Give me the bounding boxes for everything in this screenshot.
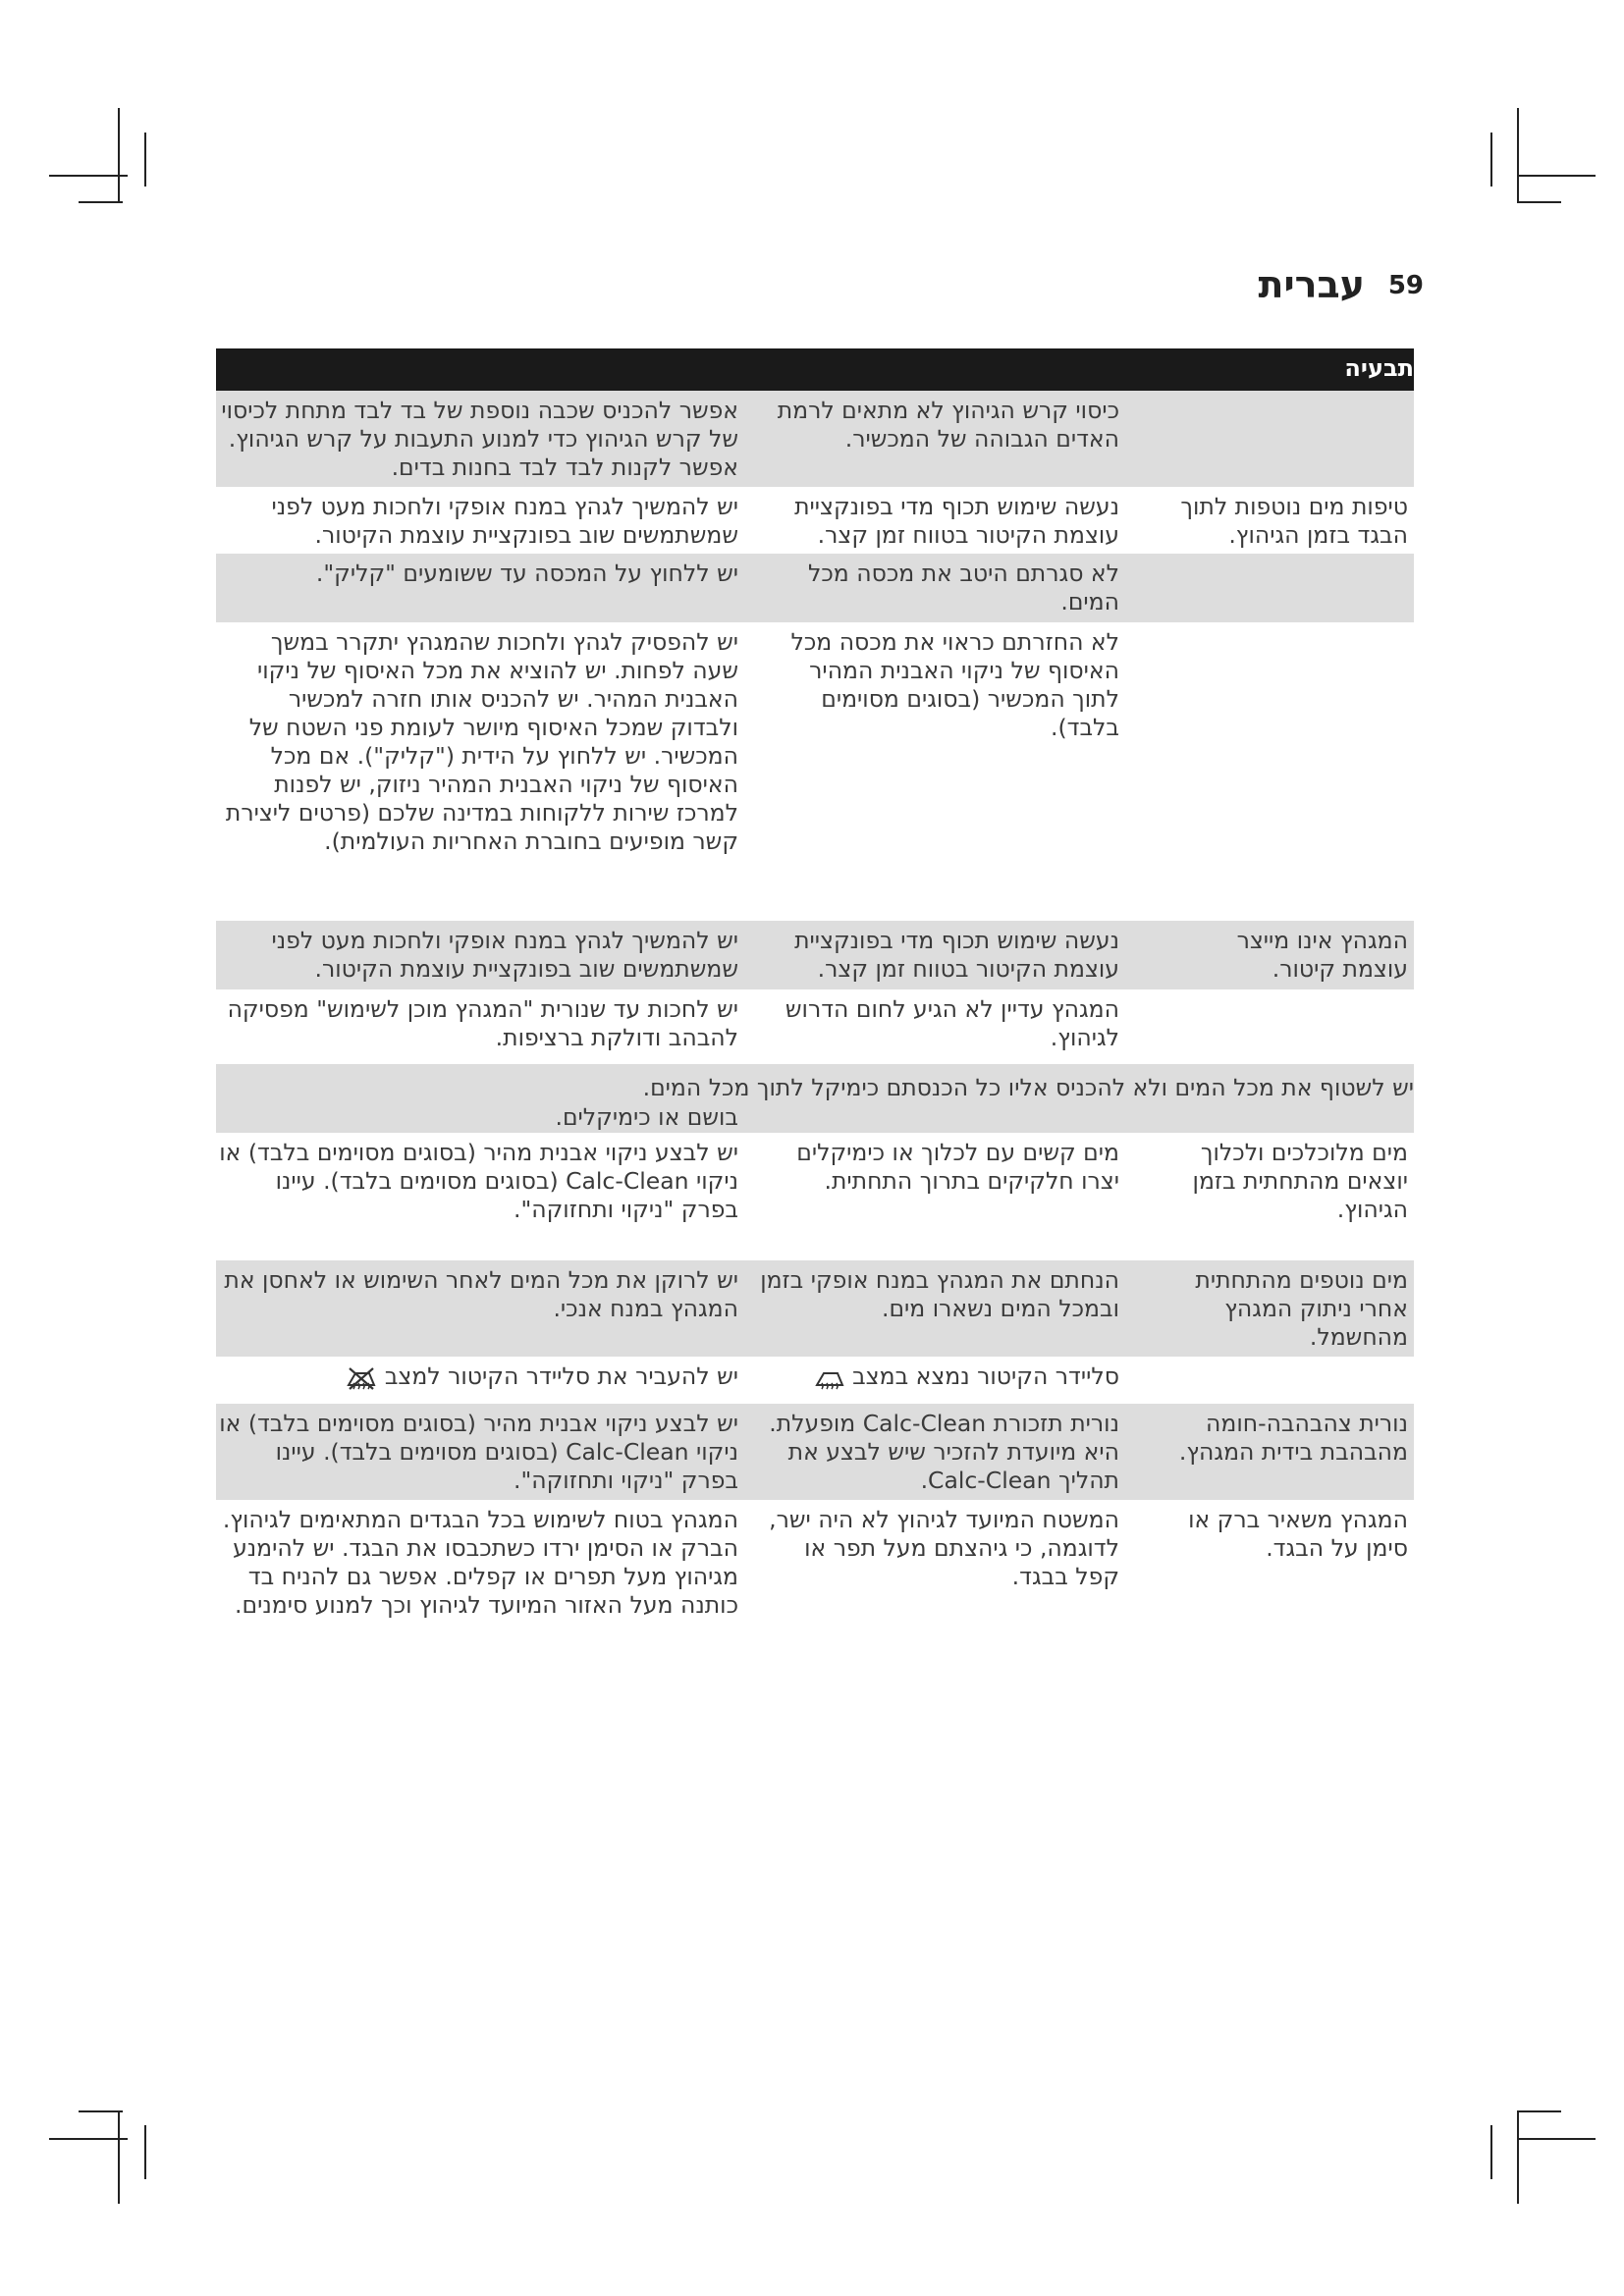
- table-row: [216, 1357, 1414, 1404]
- crop-mark: [1517, 2138, 1596, 2140]
- solution-cell: יש לחכות עד שנורית "המגהץ מוכן לשימוש" מפסיקה להבהב ודולקת ברציפות.: [227, 995, 738, 1051]
- solution-cell: יש להפסיק לגהץ ולחכות שהמגהץ יתקרר במשך שעה לפחות. יש להוציא את מכל האיסוף של ניקוי האבנית המהיר. יש להכניס אותו חזרה למכשיר ולבדוק שמכל האיסוף מיושר לעומת פני השטח של המכשיר. יש ללחוץ על הידית ("קליק"). אם מכל האיסוף של ניקוי האבנית המהיר ניזוק, יש לפנות למרכז שירות ללקוחות במדינה שלכם (פרטים ליצירת קשר מופיעים בחוברת האחריות העולמית).: [225, 628, 738, 855]
- page-number: 59: [1387, 271, 1424, 300]
- table-row: [216, 1500, 1414, 1657]
- crop-mark: [144, 2125, 146, 2179]
- crop-mark: [1490, 2125, 1492, 2179]
- page-header: [1178, 263, 1424, 312]
- crop-mark: [118, 108, 120, 201]
- cause-cell: המשטח המיועד לגיהוץ לא היה ישר, לדוגמה, כי גיהצתם מעל תפר או קפל בבגד.: [769, 1506, 1119, 1590]
- table-row: [216, 487, 1414, 554]
- spanning-note: יש לשטוף את מכל המים ולא להכניס אליו כל הכנסתם כימיקל לתוך מכל המים.: [642, 1074, 1414, 1101]
- solution-cell: אפשר להכניס שכבה נוספת של בד לבד מתחת לכיסוי של קרש הגיהוץ כדי למנוע התעבות על קרש הגיהוץ. אפשר לקנות לבד לבד בחנות בדים.: [221, 397, 738, 481]
- table-row: [216, 391, 1414, 487]
- problem-cell: המגהץ משאיר ברק או סימן על הבגד.: [1188, 1506, 1408, 1562]
- crop-mark: [1517, 201, 1561, 203]
- problem-cell: נורית צהבהבה-חומה מהבהבת בידית המגהץ.: [1178, 1410, 1408, 1466]
- table-header-bar: [216, 348, 1414, 391]
- solution-text: יש להעביר את סליידר הקיטור למצב: [384, 1362, 738, 1390]
- table-row: [216, 1260, 1414, 1357]
- cause-cell: מים קשים עם לכלוך או כימיקלים יצרו חלקיקים בתרוך התחתית.: [796, 1139, 1119, 1195]
- table-row: [216, 1064, 1414, 1133]
- cause-cell: לא החזרתם כראוי את מכסה מכל האיסוף של ניקוי האבנית המהיר לתוך המכשיר (בסוגים מסוימים בלבד).: [790, 628, 1119, 741]
- cause-cell: נורית תזכורת Calc-Clean מופעלת. היא מיועדת להזכיר שיש לבצע את תהליך Calc-Clean.: [769, 1410, 1119, 1494]
- solution-cell: [218, 1362, 738, 1391]
- cause-cell: נעשה שימוש תכוף מדי בפונקציית עוצמת הקיטור בטווח זמן קצר.: [794, 493, 1119, 549]
- solution-cell: יש לבצע ניקוי אבנית מהיר (בסוגים מסוימים בלבד) או ניקוי Calc-Clean (בסוגים מסוימים בלבד). עיינו בפרק "ניקוי ותחזוקה".: [219, 1410, 738, 1494]
- cause-cell: כיסוי קרש הגיהוץ לא מתאים לרמת האדים הגבוהה של המכשיר.: [777, 397, 1119, 453]
- table-row: [216, 989, 1414, 1064]
- problem-cell: טיפות מים נוטפות לתוך הבגד בזמן הגיהוץ.: [1180, 493, 1408, 549]
- crop-mark: [49, 2138, 128, 2140]
- crop-mark: [1517, 175, 1596, 177]
- cause-cell: המגהץ עדיין לא הגיע לחום הדרוש לגיהוץ.: [785, 995, 1119, 1051]
- crop-mark: [1517, 108, 1519, 201]
- table-row: [216, 1404, 1414, 1500]
- solution-cell: יש להמשיך לגהץ במנח אופקי ולחכות מעט לפני שמשתמשים שוב בפונקציית עוצמת הקיטור.: [271, 927, 738, 983]
- solution-cell: יש לבצע ניקוי אבנית מהיר (בסוגים מסוימים בלבד) או ניקוי Calc-Clean (בסוגים מסוימים בלבד). עיינו בפרק "ניקוי ותחזוקה".: [219, 1139, 738, 1223]
- crop-mark: [79, 2110, 123, 2112]
- table-row: [216, 622, 1414, 921]
- page-language-title: עברית: [1258, 263, 1365, 306]
- crop-mark: [118, 2110, 120, 2204]
- crop-mark: [79, 201, 123, 203]
- solution-cell: יש להמשיך לגהץ במנח אופקי ולחכות מעט לפני שמשתמשים שוב בפונקציית עוצמת הקיטור.: [271, 493, 738, 549]
- cause-cell: [756, 1362, 1119, 1391]
- table-row: [216, 554, 1414, 622]
- crop-mark: [49, 175, 128, 177]
- table-row: [216, 921, 1414, 989]
- problem-cell: המגהץ אינו מייצר עוצמת קיטור.: [1236, 927, 1408, 983]
- cause-cell: הנחתם את המגהץ במנח אופקי בזמן ובמכל המים נשארו מים.: [760, 1266, 1119, 1322]
- problem-cell: מים מלוכלכים ולכלוך יוצאים מהתחתית בזמן הגיהוץ.: [1192, 1139, 1408, 1223]
- crop-mark: [1490, 133, 1492, 187]
- steam-off-icon: [346, 1365, 377, 1391]
- cause-cell: נעשה שימוש תכוף מדי בפונקציית עוצמת הקיטור בטווח זמן קצר.: [794, 927, 1119, 983]
- spanning-note-continued: בושם או כימיקלים.: [555, 1103, 738, 1131]
- steam-on-icon: [814, 1365, 845, 1391]
- solution-cell: יש ללחוץ על המכסה עד ששומעים "קליק".: [315, 560, 738, 587]
- problem-cell: מים נוטפים מהתחתית אחרי ניתוק המגהץ מהחשמל.: [1195, 1266, 1408, 1351]
- cause-text: סליידר הקיטור נמצא במצב: [852, 1362, 1119, 1390]
- table-row: [216, 1133, 1414, 1260]
- crop-mark: [1517, 2110, 1519, 2204]
- cause-cell: לא סגרתם היטב את מכסה מכל המים.: [808, 560, 1119, 615]
- crop-mark: [144, 133, 146, 187]
- troubleshooting-table: [216, 348, 1414, 1657]
- table-header-label: תבעיה: [1344, 354, 1414, 382]
- solution-cell: יש לרוקן את מכל המים לאחר השימוש או לאחסן את המגהץ במנח אנכי.: [224, 1266, 738, 1322]
- solution-cell: המגהץ בטוח לשימוש בכל הבגדים המתאימים לגיהוץ. הברק או הסימן ירדו כשתכבסו את הבגד. יש להימנע מגיהוץ מעל תפרים או קפלים. אפשר גם להניח בד כותנה מעל האזור המיועד לגיהוץ וכך למנוע סימנים.: [222, 1506, 738, 1619]
- crop-mark: [1517, 2110, 1561, 2112]
